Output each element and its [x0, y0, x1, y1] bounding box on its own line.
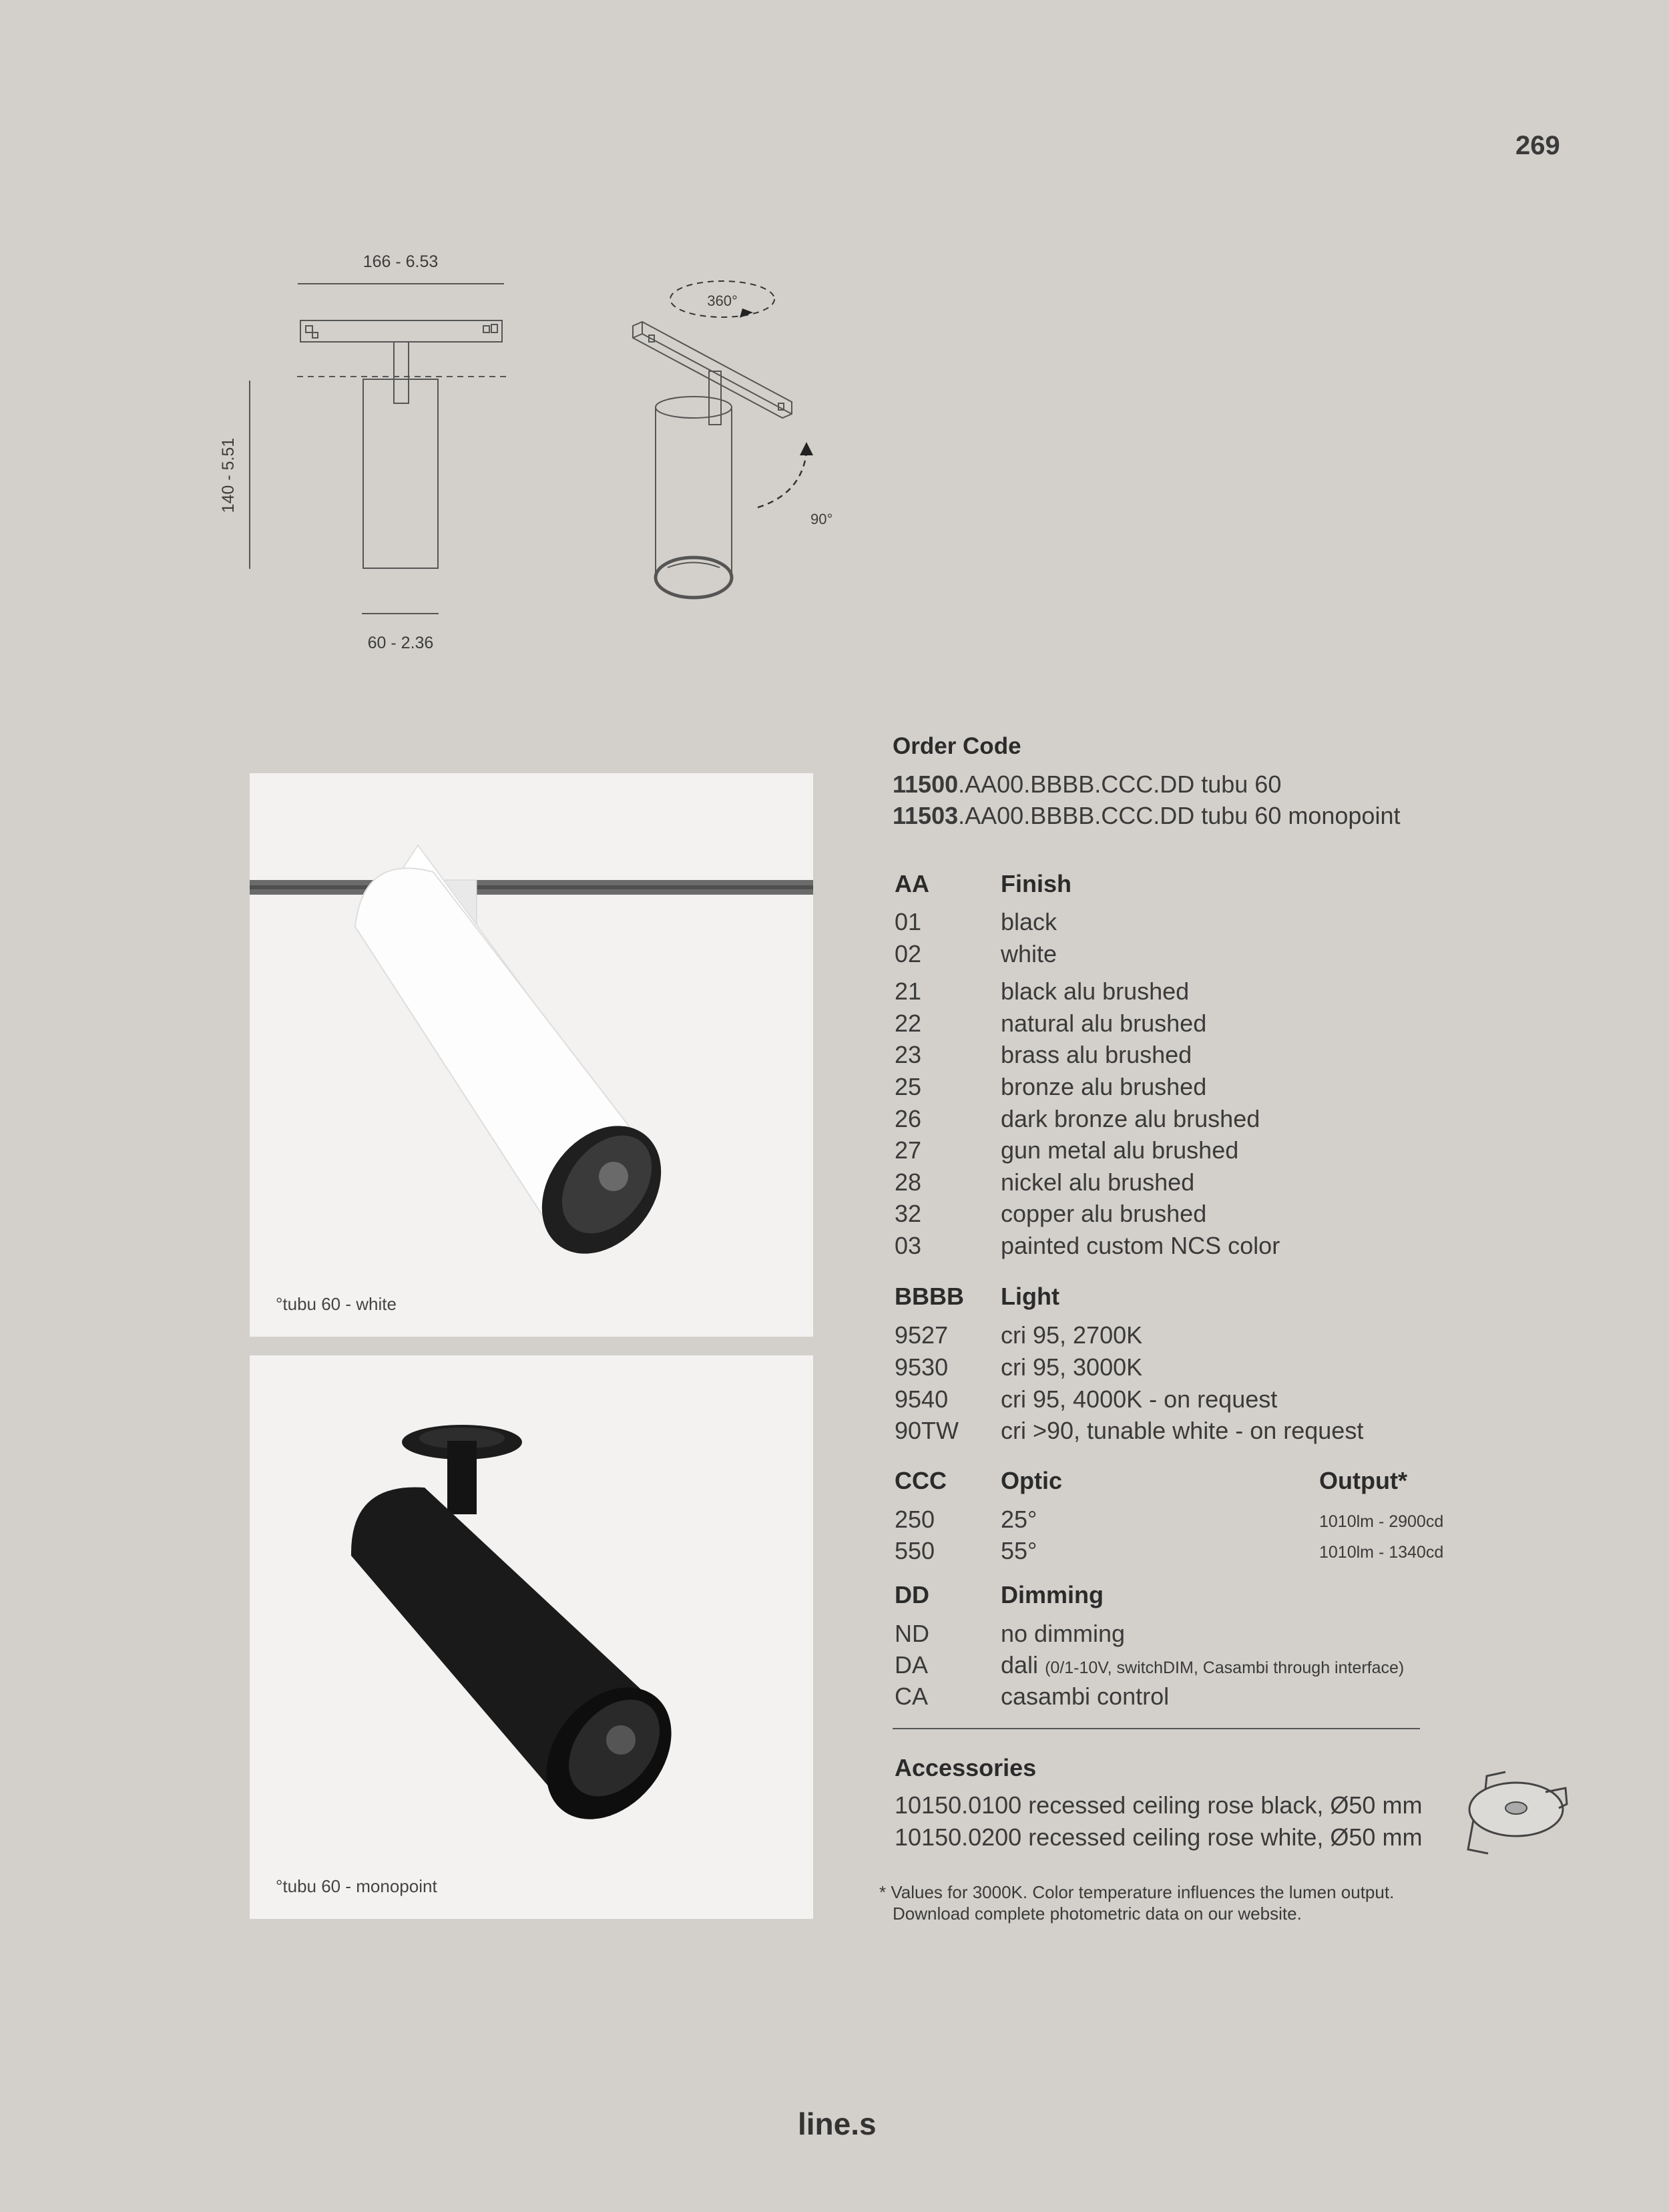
optic-header: Optic	[1001, 1467, 1063, 1494]
optic-output: 1010lm - 1340cd	[1319, 1543, 1444, 1562]
accessory-item: 10150.0100 recessed ceiling rose black, Ø50 mm	[895, 1791, 1423, 1819]
order-code-line-2	[893, 802, 1400, 830]
finish-label: bronze alu brushed	[1001, 1073, 1207, 1100]
rotation-label: 360°	[707, 292, 738, 309]
finish-label: dark bronze alu brushed	[1001, 1105, 1260, 1132]
finish-label: black	[1001, 908, 1057, 935]
dimming-code: ND	[895, 1620, 929, 1647]
finish-label: copper alu brushed	[1001, 1200, 1207, 1227]
finish-label: brass alu brushed	[1001, 1041, 1192, 1068]
finish-code: 21	[895, 977, 922, 1005]
light-code: 9530	[895, 1353, 949, 1381]
finish-label: painted custom NCS color	[1001, 1232, 1280, 1259]
optic-code-header: CCC	[895, 1467, 947, 1494]
light-label: cri >90, tunable white - on request	[1001, 1417, 1364, 1444]
order-code-rest: .AA00.BBBB.CCC.DD tubu 60 monopoint	[958, 802, 1401, 829]
width-dimension-label: 166 - 6.53	[363, 252, 439, 271]
light-code: 9527	[895, 1321, 949, 1349]
light-label: cri 95, 3000K	[1001, 1353, 1143, 1381]
output-header: Output*	[1319, 1467, 1407, 1494]
ceiling-rose-drawing	[1459, 1763, 1579, 1869]
light-code-header: BBBB	[895, 1283, 964, 1310]
dimming-label: dali	[1001, 1651, 1039, 1679]
optic-code: 250	[895, 1506, 935, 1533]
dimming-code-header: DD	[895, 1581, 929, 1608]
dimming-code: DA	[895, 1651, 929, 1679]
finish-code: 25	[895, 1073, 922, 1100]
dimming-label: casambi control	[1001, 1683, 1170, 1710]
order-code-prefix: 11500	[893, 770, 959, 798]
finish-code: 28	[895, 1168, 922, 1196]
finish-label: nickel alu brushed	[1001, 1168, 1195, 1196]
footnote-line-2: Download complete photometric data on our website.	[893, 1904, 1302, 1924]
footnote-line-1: * Values for 3000K. Color temperature influences the lumen output.	[879, 1882, 1395, 1902]
finish-code: 02	[895, 940, 922, 967]
optic-label: 55°	[1001, 1537, 1037, 1564]
dimming-header: Dimming	[1001, 1581, 1104, 1608]
product-photo-monopoint	[250, 1355, 813, 1919]
finish-label: gun metal alu brushed	[1001, 1136, 1239, 1164]
technical-drawing	[200, 240, 855, 674]
white-spotlight-illustration	[250, 773, 813, 1337]
order-code-prefix: 11503	[893, 802, 959, 829]
black-spotlight-illustration	[250, 1355, 813, 1919]
photo-caption-white: °tubu 60 - white	[276, 1294, 397, 1314]
accessories-title: Accessories	[895, 1754, 1037, 1781]
optic-output: 1010lm - 2900cd	[1319, 1512, 1444, 1531]
optic-label: 25°	[1001, 1506, 1037, 1533]
height-dimension-label: 140 - 5.51	[219, 437, 238, 513]
accessory-item: 10150.0200 recessed ceiling rose white, Ø50 mm	[895, 1823, 1423, 1851]
optic-code: 550	[895, 1537, 935, 1564]
order-code-line-1	[893, 770, 1281, 799]
tilt-label: 90°	[810, 511, 833, 527]
section-divider	[893, 1728, 1420, 1729]
light-label: cri 95, 2700K	[1001, 1321, 1143, 1349]
light-label: cri 95, 4000K - on request	[1001, 1385, 1278, 1413]
finish-code-header: AA	[895, 870, 929, 897]
finish-header: Finish	[1001, 870, 1071, 897]
finish-label: black alu brushed	[1001, 977, 1190, 1005]
dimming-detail: (0/1-10V, switchDIM, Casambi through interface)	[1045, 1658, 1405, 1677]
diameter-dimension-label: 60 - 2.36	[367, 634, 434, 652]
finish-code: 27	[895, 1136, 922, 1164]
product-photo-white	[250, 773, 813, 1337]
page-number: 269	[1515, 131, 1560, 160]
order-code-rest: .AA00.BBBB.CCC.DD tubu 60	[958, 770, 1282, 798]
finish-code: 03	[895, 1232, 922, 1259]
dimming-label: no dimming	[1001, 1620, 1126, 1647]
finish-code: 32	[895, 1200, 922, 1227]
light-header: Light	[1001, 1283, 1059, 1310]
finish-code: 22	[895, 1010, 922, 1037]
finish-code: 26	[895, 1105, 922, 1132]
photo-caption-monopoint: °tubu 60 - monopoint	[276, 1876, 437, 1896]
finish-code: 23	[895, 1041, 922, 1068]
light-code: 90TW	[895, 1417, 959, 1444]
order-code-title: Order Code	[893, 733, 1021, 759]
light-code: 9540	[895, 1385, 949, 1413]
dimming-row-dali	[1001, 1651, 1404, 1679]
finish-label: natural alu brushed	[1001, 1010, 1207, 1037]
footer-brand: line.s	[798, 2107, 877, 2141]
finish-label: white	[1001, 940, 1057, 967]
dimming-code: CA	[895, 1683, 929, 1710]
finish-code: 01	[895, 908, 922, 935]
